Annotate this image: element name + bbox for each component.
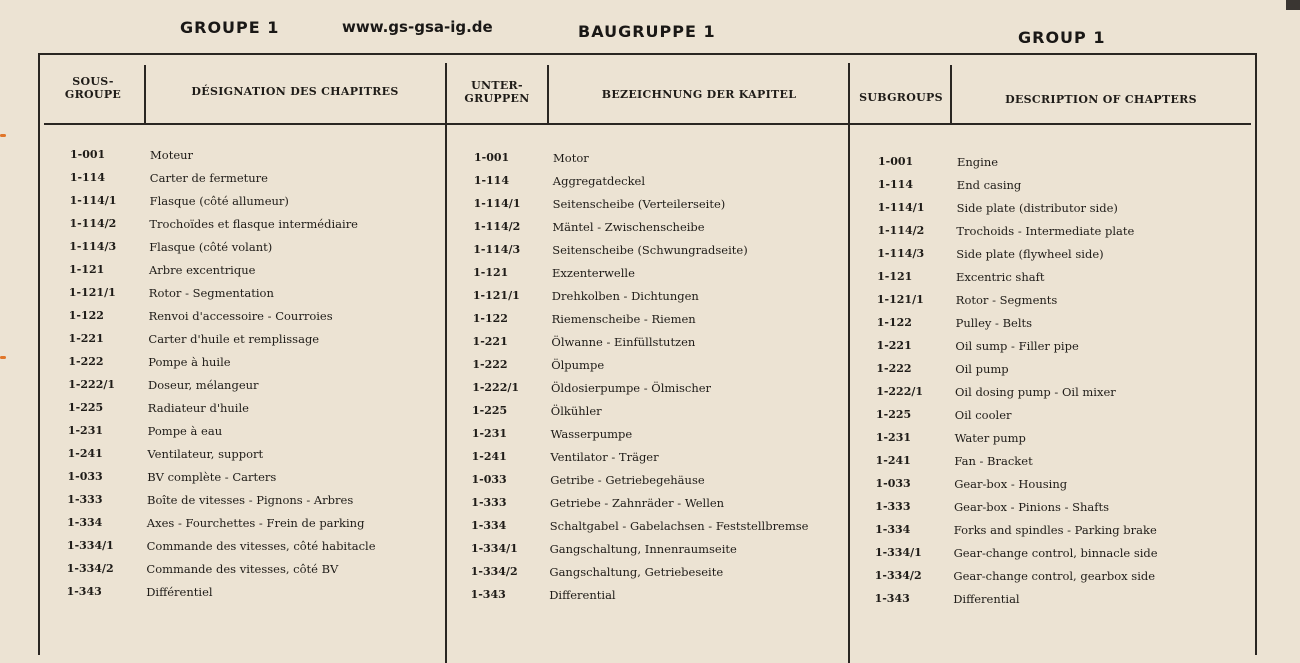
column-header-en-code: SUBGROUPS — [859, 91, 943, 104]
fr-desc-cell: Doseur, mélangeur — [148, 378, 259, 392]
en-code-cell: 1-241 — [875, 454, 911, 467]
header-group: GROUP 1 — [1018, 28, 1106, 47]
en-desc-cell: Forks and spindles - Parking brake — [953, 523, 1157, 537]
de-desc-cell: Gangschaltung, Innenraumseite — [549, 542, 737, 556]
en-code-cell: 1-343 — [874, 592, 910, 605]
fr-desc-cell: Commande des vitesses, côté BV — [146, 562, 339, 576]
en-code-cell: 1-333 — [875, 500, 911, 513]
column-header-fr-desc: DÉSIGNATION DES CHAPITRES — [191, 85, 399, 98]
en-code-cell: 1-114/1 — [877, 201, 925, 214]
en-code-cell: 1-225 — [876, 408, 912, 421]
en-desc-cell: Excentric shaft — [956, 270, 1045, 284]
de-code-cell: 1-343 — [470, 588, 506, 601]
de-code-cell: 1-241 — [471, 450, 507, 463]
en-desc-cell: Oil cooler — [954, 408, 1012, 422]
de-code-cell: 1-334/2 — [470, 565, 518, 578]
en-code-cell: 1-334/1 — [874, 546, 922, 559]
divider — [445, 63, 447, 663]
en-desc-cell: Gear-change control, gearbox side — [953, 569, 1156, 583]
fr-code-cell: 1-343 — [66, 585, 102, 598]
divider — [950, 65, 952, 125]
de-desc-cell: Riemenscheibe - Riemen — [551, 312, 696, 326]
en-desc-cell: Fan - Bracket — [954, 454, 1033, 468]
fr-code-cell: 1-333 — [67, 493, 103, 506]
en-code-cell: 1-222/1 — [876, 385, 924, 398]
en-code-cell: 1-334/2 — [874, 569, 922, 582]
en-code-cell: 1-033 — [875, 477, 911, 490]
fr-code-cell: 1-334/1 — [66, 539, 114, 552]
de-desc-cell: Seitenscheibe (Schwungradseite) — [552, 243, 748, 257]
fr-code-cell: 1-231 — [67, 424, 104, 437]
fr-code-cell: 1-222 — [68, 355, 104, 368]
fr-code-cell: 1-222/1 — [68, 378, 116, 391]
en-desc-cell: Oil dosing pump - Oil mixer — [955, 385, 1116, 399]
en-desc-cell: Side plate (flywheel side) — [956, 247, 1104, 261]
de-code-cell: 1-225 — [472, 404, 508, 417]
en-code-cell: 1-121/1 — [876, 293, 924, 306]
de-desc-cell: Mäntel - Zwischenscheibe — [552, 220, 705, 234]
de-desc-cell: Exzenterwelle — [552, 266, 635, 280]
en-desc-cell: Side plate (distributor side) — [956, 201, 1118, 215]
fr-code-cell: 1-334/2 — [66, 562, 114, 575]
en-code-cell: 1-231 — [875, 431, 912, 444]
en-desc-cell: End casing — [956, 178, 1022, 192]
de-code-cell: 1-114/2 — [473, 220, 521, 233]
en-desc-cell: Oil sump - Filler pipe — [955, 339, 1079, 353]
de-desc-cell: Ventilator - Träger — [550, 450, 659, 464]
de-desc-cell: Ölkühler — [550, 404, 602, 418]
de-code-cell: 1-114/1 — [473, 197, 521, 210]
header-rule — [44, 123, 1251, 125]
fr-desc-cell: Arbre excentrique — [149, 263, 256, 277]
fr-code-cell: 1-114/1 — [69, 194, 117, 207]
de-desc-cell: Aggregatdeckel — [552, 174, 646, 188]
en-code-cell: 1-114 — [877, 178, 913, 191]
fr-code-cell: 1-334 — [67, 516, 103, 529]
fr-desc-cell: Carter d'huile et remplissage — [148, 332, 320, 346]
column-header-de-code: UNTER- GRUPPEN — [464, 79, 530, 105]
fr-desc-cell: Ventilateur, support — [147, 447, 264, 461]
de-code-cell: 1-333 — [471, 496, 507, 509]
en-code-cell: 1-001 — [878, 155, 914, 168]
en-desc-cell: Water pump — [954, 431, 1026, 445]
en-code-cell: 1-121 — [877, 270, 913, 283]
de-desc-cell: Gangschaltung, Getriebeseite — [549, 565, 724, 579]
de-code-cell: 1-114/3 — [473, 243, 521, 256]
de-desc-cell: Schaltgabel - Gabelachsen - Feststellbremse — [549, 519, 809, 533]
fr-desc-cell: Flasque (côté volant) — [149, 240, 273, 254]
fr-desc-cell: Boîte de vitesses - Pignons - Arbres — [147, 493, 354, 507]
de-code-cell: 1-334 — [471, 519, 507, 532]
de-desc-cell: Differential — [549, 588, 616, 602]
en-desc-cell: Rotor - Segments — [955, 293, 1058, 307]
fr-desc-cell: Renvoi d'accessoire - Courroies — [148, 309, 333, 323]
divider — [547, 65, 549, 125]
fr-desc-cell: Radiateur d'huile — [147, 401, 249, 415]
de-code-cell: 1-033 — [471, 473, 507, 486]
de-code-cell: 1-222 — [472, 358, 508, 371]
en-desc-cell: Differential — [953, 592, 1020, 606]
de-desc-cell: Ölwanne - Einfüllstutzen — [551, 335, 696, 349]
divider — [144, 65, 146, 125]
en-desc-cell: Oil pump — [955, 362, 1009, 376]
header-url: www.gs-gsa-ig.de — [342, 18, 493, 36]
header-groupe: GROUPE 1 — [180, 18, 280, 37]
en-desc-cell: Pulley - Belts — [955, 316, 1033, 330]
column-header-fr-code: SOUS- GROUPE — [64, 75, 122, 101]
fr-code-cell: 1-114 — [69, 171, 105, 184]
de-code-cell: 1-121/1 — [472, 289, 520, 302]
fr-code-cell: 1-114/3 — [69, 240, 117, 253]
fr-desc-cell: Pompe à eau — [147, 424, 223, 438]
de-desc-cell: Getribe - Getriebegehäuse — [550, 473, 705, 487]
de-desc-cell: Getriebe - Zahnräder - Wellen — [550, 496, 725, 510]
fr-code-cell: 1-122 — [68, 309, 104, 322]
de-code-cell: 1-122 — [472, 312, 508, 325]
de-desc-cell: Drehkolben - Dichtungen — [551, 289, 699, 303]
header-baugruppe: BAUGRUPPE 1 — [578, 22, 716, 41]
fr-code-cell: 1-121/1 — [68, 286, 116, 299]
fr-desc-cell: Pompe à huile — [148, 355, 231, 369]
de-desc-cell: Seitenscheibe (Verteilerseite) — [552, 197, 726, 211]
de-code-cell: 1-121 — [473, 266, 509, 279]
column-header-de-desc: BEZEICHNUNG DER KAPITEL — [601, 88, 797, 101]
en-desc-cell: Gear-change control, binnacle side — [953, 546, 1158, 560]
fr-desc-cell: Axes - Fourchettes - Frein de parking — [146, 516, 365, 530]
en-desc-cell: Trochoids - Intermediate plate — [956, 224, 1135, 238]
en-desc-cell: Gear-box - Housing — [954, 477, 1068, 491]
de-code-cell: 1-001 — [474, 151, 510, 164]
en-code-cell: 1-222 — [876, 362, 912, 375]
page-corner-mark — [1286, 0, 1300, 10]
fr-desc-cell: BV complète - Carters — [147, 470, 277, 484]
edge-mark — [0, 134, 6, 137]
de-code-cell: 1-231 — [471, 427, 508, 440]
en-desc-cell: Gear-box - Pinions - Shafts — [954, 500, 1110, 514]
de-desc-cell: Öldosierpumpe - Ölmischer — [551, 381, 712, 395]
de-code-cell: 1-222/1 — [472, 381, 520, 394]
de-desc-cell: Wasserpumpe — [550, 427, 633, 441]
de-code-cell: 1-114 — [473, 174, 509, 187]
de-desc-cell: Ölpumpe — [551, 358, 605, 372]
en-code-cell: 1-114/2 — [877, 224, 925, 237]
fr-desc-cell: Rotor - Segmentation — [148, 286, 274, 300]
fr-code-cell: 1-121 — [69, 263, 105, 276]
fr-desc-cell: Trochoïdes et flasque intermédiaire — [149, 217, 358, 231]
fr-code-cell: 1-001 — [70, 148, 106, 161]
de-code-cell: 1-221 — [472, 335, 508, 348]
fr-desc-cell: Carter de fermeture — [149, 171, 268, 185]
fr-code-cell: 1-221 — [68, 332, 104, 345]
fr-desc-cell: Moteur — [150, 148, 194, 162]
fr-desc-cell: Flasque (côté allumeur) — [149, 194, 289, 208]
edge-mark — [0, 356, 6, 359]
en-code-cell: 1-122 — [876, 316, 912, 329]
de-desc-cell: Motor — [553, 151, 589, 165]
fr-desc-cell: Commande des vitesses, côté habitacle — [146, 539, 376, 553]
fr-code-cell: 1-033 — [67, 470, 103, 483]
divider — [848, 63, 850, 663]
en-code-cell: 1-221 — [876, 339, 912, 352]
fr-desc-cell: Différentiel — [146, 585, 213, 599]
fr-code-cell: 1-241 — [67, 447, 103, 460]
en-code-cell: 1-334 — [875, 523, 911, 536]
de-code-cell: 1-334/1 — [470, 542, 518, 555]
fr-code-cell: 1-114/2 — [69, 217, 117, 230]
column-header-en-desc: DESCRIPTION OF CHAPTERS — [1005, 93, 1197, 106]
fr-code-cell: 1-225 — [68, 401, 104, 414]
en-code-cell: 1-114/3 — [877, 247, 925, 260]
en-desc-cell: Engine — [957, 155, 999, 169]
